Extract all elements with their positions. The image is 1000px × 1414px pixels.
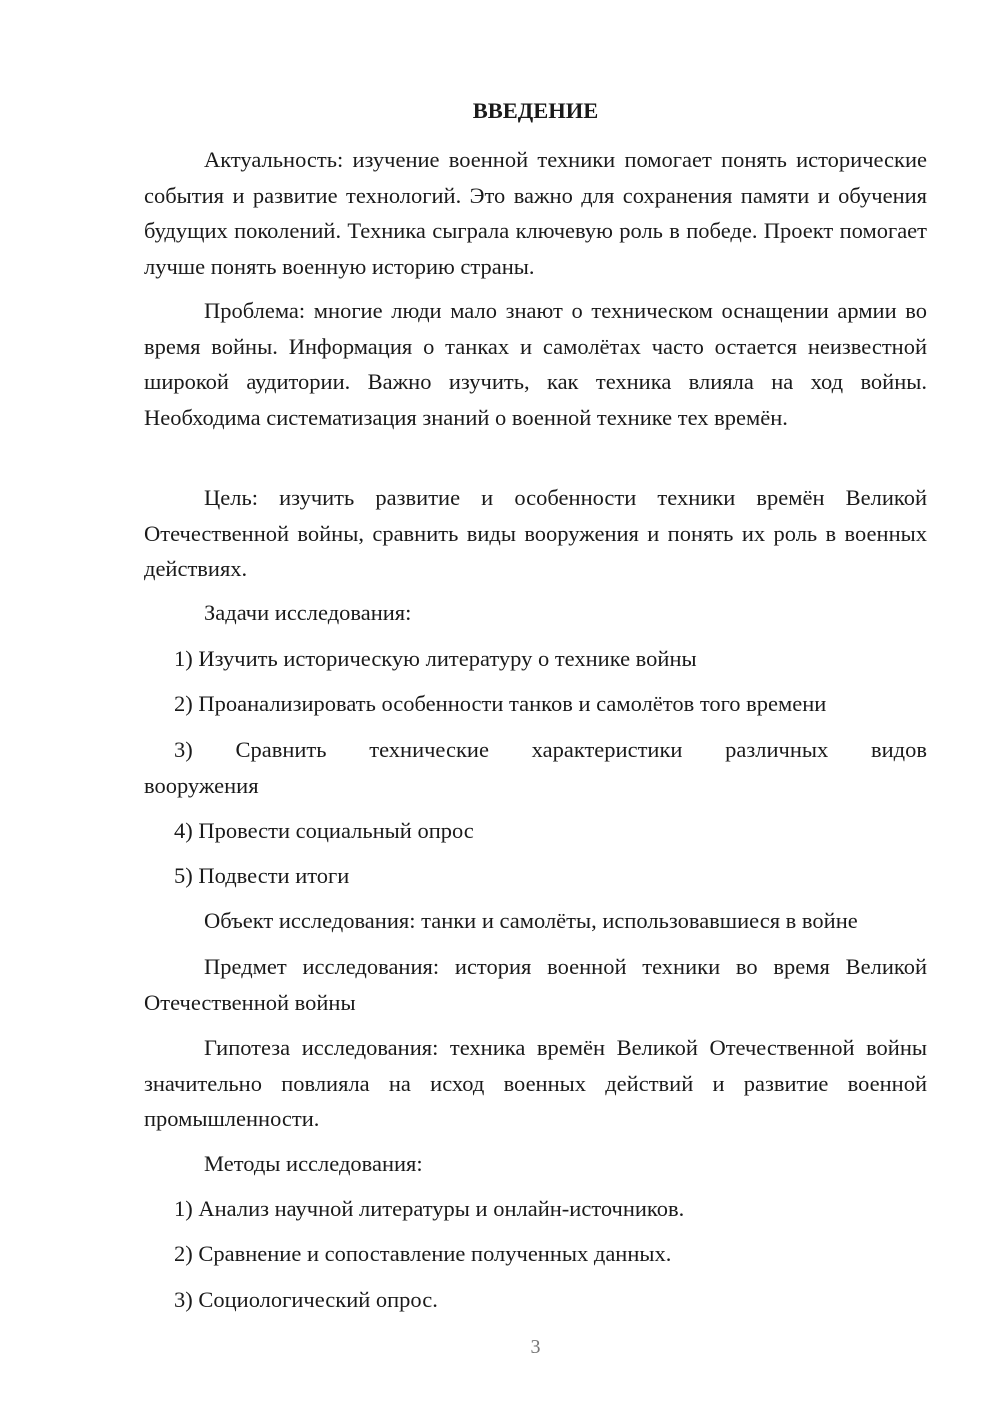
document-page — [144, 0, 927, 1414]
task-item-2: 2) Проанализировать особенности танков и самолётов того времени — [174, 691, 827, 716]
method-item-3: 3) Социологический опрос. — [174, 1287, 438, 1312]
paragraph-hypothesis: Гипотеза исследования: техника времён Великой Отечественной войны значительно повлияла на исход военных действий и развитие военной промышленности. — [144, 1035, 927, 1131]
paragraph-goal: Цель: изучить развитие и особенности техники времён Великой Отечественной войны, сравнить виды вооружения и понять их роль в военных действиях. — [144, 485, 927, 581]
methods-heading: Методы исследования: — [204, 1151, 423, 1176]
task-item-4: 4) Провести социальный опрос — [174, 818, 474, 843]
paragraph-relevance: Актуальность: изучение военной техники помогает понять исторические события и развитие технологий. Это важно для сохранения памяти и обучения будущих поколений. Техника сыграла ключевую роль в победе. Проект помогает лучше понять военную историю страны. — [144, 147, 927, 279]
tasks-heading: Задачи исследования: — [204, 600, 412, 625]
task-item-5: 5) Подвести итоги — [174, 863, 350, 888]
task-item-1: 1) Изучить историческую литературу о технике войны — [174, 646, 697, 671]
page-number: 3 — [530, 1336, 541, 1358]
paragraph-problem: Проблема: многие люди мало знают о техническом оснащении армии во время войны. Информация о танках и самолётах часто остается неизвестной широкой аудитории. Важно изучить, как техника влияла на ход войны. Необходима систематизация знаний о военной технике тех времён. — [144, 298, 927, 430]
task-item-3: 3) Сравнить технические характеристики различных видов вооружения — [144, 737, 927, 798]
paragraph-subject: Предмет исследования: история военной техники во время Великой Отечественной войны — [144, 954, 927, 1015]
paragraph-object: Объект исследования: танки и самолёты, использовавшиеся в войне — [204, 908, 858, 933]
method-item-2: 2) Сравнение и сопоставление полученных данных. — [174, 1241, 672, 1266]
method-item-1: 1) Анализ научной литературы и онлайн-источников. — [174, 1196, 685, 1221]
page-title: ВВЕДЕНИЕ — [472, 98, 599, 123]
